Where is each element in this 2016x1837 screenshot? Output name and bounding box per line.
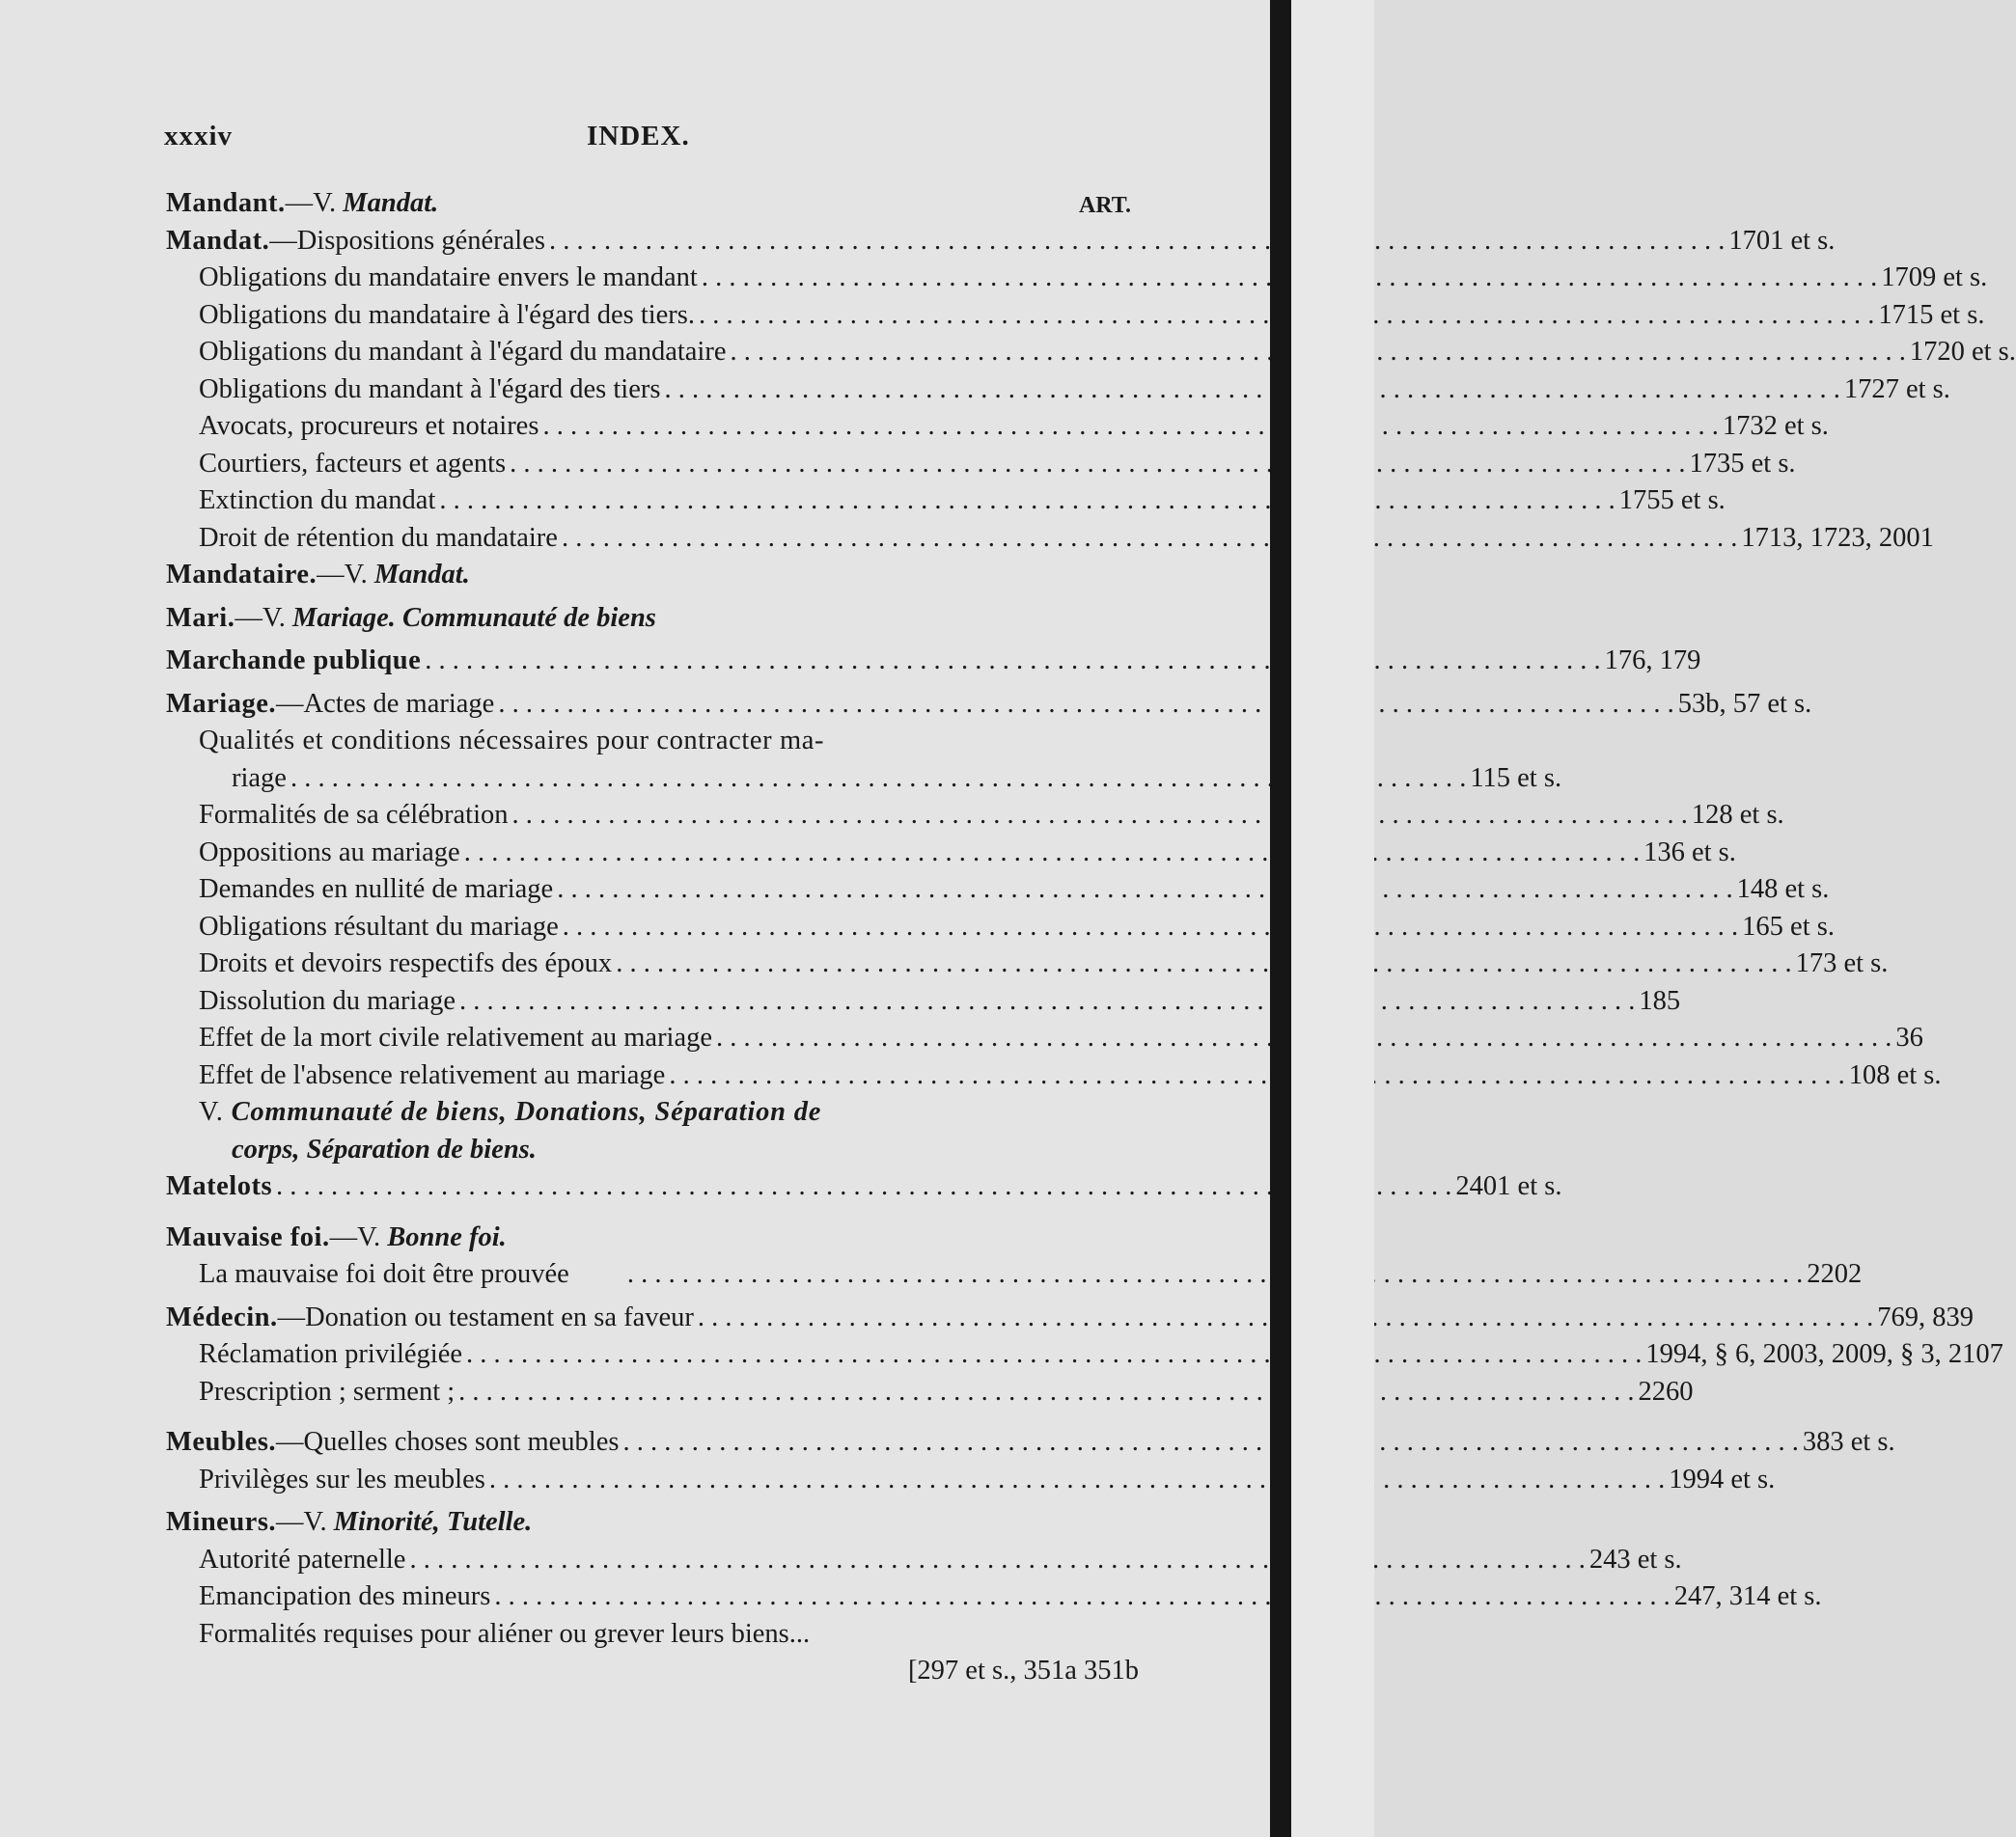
subentry: Effet de la mort civile relativement au mariage . . . 36 [166,1020,1141,1057]
entry-mauvaise-foi: Mauvaise foi.—V. Bonne foi. [166,1221,507,1252]
subentry: Qualités et conditions nécessaires pour contracter ma- [199,726,825,755]
subentry: Effet de l'absence relativement au mariage . . . 108 et s. [166,1057,1141,1095]
entry-medecin: Médecin.—Donation ou testament en sa faveur . . . 769, 839 [166,1300,1141,1337]
article-ref: 243 et s. [1588,1544,1682,1575]
see-reference: Mandat. [343,188,439,218]
article-ref: 2260 [1638,1376,1694,1407]
entry-meubles: Meubles.—Quelles choses sont meubles . . . 383 et s. [166,1424,1141,1462]
see-also: V. Communauté de biens, Donations, Séparation de [199,1097,822,1127]
entry-mandant: Mandant.—V. Mandat. [166,188,439,218]
article-ref: 148 et s. [1736,874,1830,904]
see-reference: Mariage. Communauté de biens [292,602,656,633]
subentry: Obligations du mandataire à l'égard des tiers. . . . 1715 et s. [166,297,1141,335]
page-margin [1291,0,1374,1837]
subentry: Emancipation des mineurs . . . 247, 314 et s. [166,1578,1141,1616]
see-reference: Bonne foi. [387,1221,507,1252]
page-folio: xxxiv [164,121,234,151]
subentry: Autorité paternelle . . . 243 et s. [166,1542,1141,1579]
see-reference: Mandat. [373,560,470,589]
index-list: ART. Mandant.—V. Mandat. Mandat.—Dispositions générales . . . 1701 et s. Obligations du mandataire envers le mandant . . . 1709 et s. Obligations du mandataire à l'égard des tiers. . . . 1715 et s. Obligations du mandant à l'égard du mandataire . . . 1720 et s. Obligations du mandant à l'égard des tiers . . . 1727 et s. Avocats, procureurs et notaires . . . 1732 et s. Courtiers, facteurs et agents . . . 1735 et s. Extinction du mandat . . . 1755 et s. Droit de rétention du mandataire . . . 1713, 1723, 2001 Mandataire.—V. Mandat. Mari.—V. Mariage. Communauté de biens Marchande publique . . . 176, 179 Mariage.—Actes de mariage . . . 53b, 57 et s. Qualités et conditions nécessaires pour contracter ma- riage . . . 115 et s. Formalités de sa célébration . . . 128 et s. Oppositions au mariage . . . 136 et s. Demandes en nullité de mariage . . . 148 et s. Obligations résultant du mariage . . . 165 et s. Droits et devoirs respectifs des époux . . . 173 et s. Dissolution du mariage . . . 185 Effet de la mort civile relativement au mariage . . . 36 Effet de l'absence relativement au mariage . . . 108 et s. V. Communauté de biens, Donations, Séparation de corps, Séparation de biens. Matelots . . . 2401 et s. Mauvaise foi.—V. Bonne foi. La mauvaise foi doit être prouvée . . . 2202 Médecin.—Donation ou testament en sa faveur . . . 769, 839 Réclamation privilégiée . . . 1994, § 6, 2003, 2009, § 3, 2107 Prescription ; serment ; . . . 2260 Meubles.—Quelles choses sont meubles . . . 383 et s. Privilèges sur les meubles . . . 1994 et s. Mineurs.—V. Minorité, Tutelle. Autorité paternelle . . . 243 et s. Emancipation des mineurs . . . 247, 314 et s. Formalités requises pour aliéner ou grever leurs biens... [297 et s., 351a 351b [166,185,1141,1690]
entry-head: Mandataire. [166,560,318,589]
subentry: La mauvaise foi doit être prouvée . . . 2202 [166,1256,1141,1294]
subentry: Privilèges sur les meubles . . . 1994 et s. [166,1462,1141,1499]
article-ref: 1994 et s. [1669,1464,1776,1494]
article-ref: 2401 et s. [1455,1171,1562,1201]
article-ref: 165 et s. [1742,911,1835,942]
subentry: Droits et devoirs respectifs des époux . . . 173 et s. [166,946,1141,983]
article-ref: 769, 839 [1877,1302,1975,1332]
article-ref: 53b, 57 et s. [1677,688,1812,719]
article-ref: 173 et s. [1795,948,1889,978]
subentry: Obligations du mandant à l'égard du mandataire . . . 1720 et s. [166,334,1141,371]
article-ref: 115 et s. [1470,762,1562,793]
subentry: Réclamation privilégiée . . . 1994, § 6, 2003, 2009, § 3, 2107 [166,1336,1141,1374]
article-ref: 128 et s. [1691,800,1784,830]
subentry: Formalités de sa célébration . . . 128 et s. [166,797,1141,835]
subentry: Courtiers, facteurs et agents . . . 1735 et s. [166,446,1141,483]
article-ref: 1709 et s. [1881,262,1988,292]
subentry: Demandes en nullité de mariage . . . 148 et s. [166,871,1141,909]
article-ref: 1713, 1723, 2001 [1741,522,1934,553]
article-ref: [297 et s., 351a 351b [907,1656,1139,1686]
entry-mandataire: Mandataire.—V. Mandat. [166,560,470,589]
entry-head: Mariage. [166,688,276,719]
article-ref: 1727 et s. [1843,373,1950,404]
subentry: Dissolution du mariage . . . 185 [166,983,1141,1021]
page-title: INDEX. [587,121,690,151]
entry-head: Médecin. [166,1302,278,1332]
article-ref: 1735 et s. [1689,448,1796,479]
article-ref: 185 [1639,985,1681,1016]
article-ref: 176, 179 [1604,645,1701,675]
article-ref: 2202 [1807,1259,1863,1289]
entry-head: Mauvaise foi. [166,1221,330,1252]
entry-mandat: Mandat.—Dispositions générales . . . 1701 et s. [166,223,1141,260]
article-ref: 136 et s. [1643,836,1736,867]
see-reference: corps, Séparation de biens. [232,1134,537,1165]
entry-head: Mandant. [166,188,286,218]
entry-head: Mineurs. [166,1507,277,1537]
article-ref: 247, 314 et s. [1673,1581,1822,1611]
entry-head: Meubles. [166,1427,277,1457]
article-ref: 36 [1895,1023,1923,1053]
subentry-continuation: riage . . . 115 et s. [166,760,1141,798]
subentry: Avocats, procureurs et notaires . . . 1732 et s. [166,408,1141,446]
subentry: Obligations résultant du mariage . . . 165 et s. [166,909,1141,946]
see-reference: Minorité, Tutelle. [333,1507,533,1537]
article-ref: 1715 et s. [1878,299,1985,330]
article-ref: 1994, § 6, 2003, 2009, § 3, 2107 [1645,1339,2003,1369]
subentry: Oppositions au mariage . . . 136 et s. [166,835,1141,872]
entry-head: Mandat. [166,225,270,256]
subentry: Extinction du mandat . . . 1755 et s. [166,482,1141,520]
subentry: Droit de rétention du mandataire . . . 1713, 1723, 2001 [166,520,1141,558]
article-ref: 1755 et s. [1618,485,1726,515]
entry-head: Mari. [166,602,235,633]
entry-mari: Mari.—V. Mariage. Communauté de biens [166,602,656,633]
entry-head: Matelots [166,1171,273,1201]
subentry: Formalités requises pour aliéner ou grever leurs biens... [199,1618,811,1649]
book-spine-shadow [1270,0,1291,1837]
entry-mariage: Mariage.—Actes de mariage . . . 53b, 57 et s. [166,686,1141,724]
article-ref: 108 et s. [1848,1059,1942,1090]
entry-matelots [166,1168,1562,1206]
article-ref: 1732 et s. [1722,411,1829,441]
subentry: Prescription ; serment ; . . . 2260 [166,1374,1141,1412]
article-ref: 1720 et s. [1909,337,2016,367]
subentry: Obligations du mandant à l'égard des tiers . . . 1727 et s. [166,371,1141,409]
see-reference: Communauté de biens, Donations, Séparation de [231,1097,822,1127]
entry-marchande-publique [166,643,1701,680]
entry-mineurs: Mineurs.—V. Minorité, Tutelle. [166,1507,533,1537]
entry-head: Marchande publique [166,645,422,675]
see-also-continuation [166,1132,1141,1169]
article-ref: 1701 et s. [1728,225,1836,256]
article-ref: 383 et s. [1802,1427,1895,1457]
subentry: Obligations du mandataire envers le mandant . . . 1709 et s. [166,260,1141,297]
